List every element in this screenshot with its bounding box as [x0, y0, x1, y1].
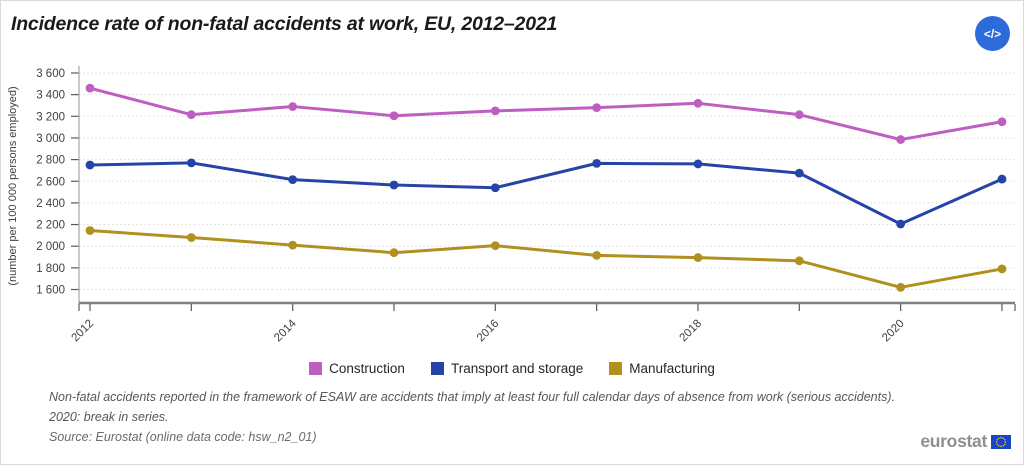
data-point-manufacturing-2019 — [795, 256, 804, 265]
data-point-transport-and-storage-2012 — [86, 161, 95, 170]
data-point-transport-and-storage-2020 — [896, 220, 905, 229]
data-point-manufacturing-2018 — [694, 253, 703, 262]
series-transport-and-storage — [86, 158, 1007, 228]
y-tick-label: 3 200 — [36, 111, 65, 124]
data-point-transport-and-storage-2019 — [795, 169, 804, 178]
x-tick-label: 2018 — [677, 317, 705, 345]
data-point-construction-2018 — [694, 99, 703, 108]
source-note: Source: Eurostat (online data code: hsw_n2_01) — [49, 430, 317, 444]
y-tick-label: 3 400 — [36, 89, 65, 102]
data-point-construction-2015 — [390, 111, 399, 120]
data-point-transport-and-storage-2013 — [187, 158, 196, 167]
y-tick-label: 2 800 — [36, 154, 65, 167]
data-point-construction-2012 — [86, 84, 95, 93]
legend-swatch-manufacturing — [609, 362, 622, 375]
data-point-manufacturing-2013 — [187, 233, 196, 242]
legend-label: Manufacturing — [629, 361, 715, 376]
y-tick-label: 1 600 — [36, 284, 65, 297]
data-point-manufacturing-2021 — [998, 265, 1007, 274]
data-point-manufacturing-2015 — [390, 248, 399, 257]
legend-item-transport-and-storage[interactable] — [431, 361, 583, 376]
embed-code-button[interactable] — [975, 16, 1010, 51]
footnote-break-in-series: 2020: break in series. — [49, 410, 169, 424]
footnotes — [49, 390, 895, 444]
data-point-manufacturing-2014 — [288, 241, 297, 250]
y-tick-label: 3 000 — [36, 132, 65, 145]
data-point-construction-2014 — [288, 102, 297, 111]
y-tick-label: 2 000 — [36, 241, 65, 254]
legend-swatch-transport-and-storage — [431, 362, 444, 375]
data-point-transport-and-storage-2021 — [998, 175, 1007, 184]
data-point-construction-2017 — [592, 103, 601, 112]
data-point-manufacturing-2020 — [896, 283, 905, 292]
y-tick-label: 1 800 — [36, 262, 65, 275]
line-chart — [1, 56, 1024, 356]
data-point-construction-2021 — [998, 117, 1007, 126]
data-point-construction-2019 — [795, 110, 804, 119]
footnote-definition: Non-fatal accidents reported in the framework of ESAW are accidents that imply at least four full calendar days of absence from work (serious accidents). — [49, 390, 895, 404]
y-gridlines — [36, 68, 1015, 297]
legend-item-construction[interactable] — [309, 361, 405, 376]
x-tick-label: 2014 — [272, 317, 299, 345]
eurostat-logo-text: eurostat — [920, 431, 987, 451]
eurostat-logo[interactable] — [920, 431, 1011, 452]
data-point-construction-2016 — [491, 106, 500, 115]
data-point-construction-2020 — [896, 135, 905, 144]
series-construction — [86, 84, 1007, 144]
code-icon: </> — [983, 26, 1002, 41]
data-point-transport-and-storage-2018 — [694, 160, 703, 169]
y-tick-label: 2 400 — [36, 197, 65, 210]
eu-flag-icon — [991, 435, 1011, 449]
legend-swatch-construction — [309, 362, 322, 375]
x-axis-ticks — [70, 304, 1002, 344]
legend-label: Transport and storage — [450, 361, 584, 376]
x-tick-label: 2012 — [69, 317, 97, 345]
data-point-construction-2013 — [187, 110, 196, 119]
x-tick-label: 2020 — [880, 317, 907, 345]
x-tick-label: 2016 — [474, 317, 502, 345]
data-point-transport-and-storage-2015 — [390, 181, 399, 190]
legend-item-manufacturing[interactable] — [609, 361, 715, 376]
data-point-manufacturing-2012 — [86, 226, 95, 235]
y-tick-label: 2 600 — [36, 176, 65, 189]
data-point-manufacturing-2017 — [592, 251, 601, 260]
series-manufacturing — [86, 226, 1007, 292]
data-point-transport-and-storage-2017 — [592, 159, 601, 168]
page-title: Incidence rate of non-fatal accidents at work, EU, 2012–2021 — [11, 13, 558, 35]
y-tick-label: 2 200 — [36, 219, 65, 232]
data-point-manufacturing-2016 — [491, 241, 500, 250]
y-axis-title: (number per 100 000 persons employed) — [7, 86, 19, 286]
data-point-transport-and-storage-2016 — [491, 183, 500, 192]
chart-legend — [1, 361, 1023, 376]
y-tick-label: 3 600 — [36, 68, 65, 80]
legend-label: Construction — [329, 361, 405, 376]
data-point-transport-and-storage-2014 — [288, 175, 297, 184]
